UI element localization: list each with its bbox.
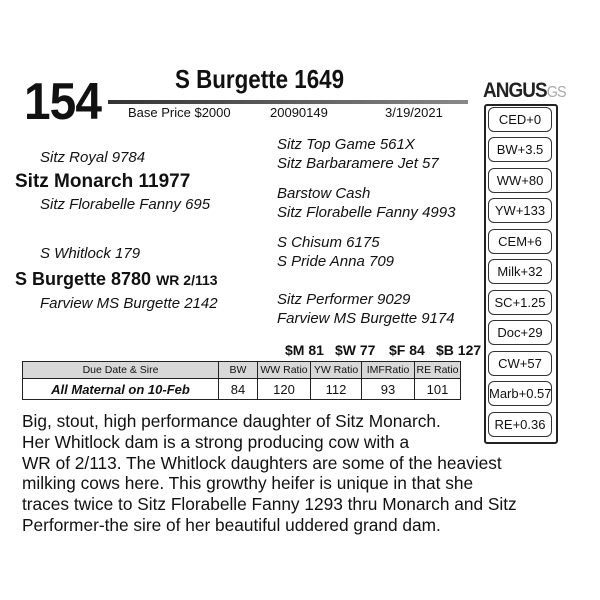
index-weaning: $W 77	[335, 342, 376, 358]
ped-g6: S Pride Anna 709	[277, 253, 395, 270]
description-line: traces twice to Sitz Florabelle Fanny 1293 thru Monarch and Sitz	[22, 494, 517, 515]
cell-imf-ratio: 93	[362, 379, 415, 400]
epd-doc: Doc+29	[488, 320, 552, 345]
ped-g7: Sitz Performer 9029	[277, 291, 411, 308]
epd-cem: CEM+6	[488, 229, 552, 254]
index-feedlot: $F 84	[389, 342, 425, 358]
logo-suffix: GS	[546, 84, 566, 101]
registration-number: 20090149	[270, 105, 328, 120]
dam	[15, 270, 218, 288]
epd-milk: Milk+32	[488, 259, 552, 284]
ped-g5: S Chisum 6175	[277, 234, 380, 251]
base-price: Base Price $2000	[128, 105, 231, 120]
epd-yw: YW+133	[488, 198, 552, 223]
performance-table	[22, 361, 461, 400]
description	[22, 411, 582, 536]
lot-number: 154	[24, 73, 102, 131]
col-imf-ratio: IMFRatio	[362, 362, 415, 379]
ped-g4: Sitz Florabelle Fanny 4993	[277, 204, 456, 221]
epd-cw: CW+57	[488, 351, 552, 376]
table-row	[23, 379, 461, 400]
dam-dam: Farview MS Burgette 2142	[40, 295, 218, 312]
dam-name: S Burgette 8780	[15, 269, 152, 289]
header-rule	[108, 100, 468, 104]
animal-name: S Burgette 1649	[175, 64, 345, 94]
epd-re: RE+0.36	[488, 412, 552, 437]
description-line: WR of 2/113. The Whitlock daughters are some of the heaviest	[22, 452, 502, 473]
sire-sire: Sitz Royal 9784	[40, 149, 146, 166]
epd-marb: Marb+0.57	[488, 381, 552, 406]
col-yw-ratio: YW Ratio	[311, 362, 362, 379]
cell-re-ratio: 101	[415, 379, 461, 400]
cell-yw-ratio: 112	[311, 379, 362, 400]
epd-ww: WW+80	[488, 168, 552, 193]
sire-dam: Sitz Florabelle Fanny 695	[40, 196, 211, 213]
description-line: Big, stout, high performance daughter of Sitz Monarch.	[22, 411, 441, 431]
ped-g3: Barstow Cash	[277, 185, 371, 202]
col-ww-ratio: WW Ratio	[258, 362, 311, 379]
col-bw: BW	[219, 362, 258, 379]
epd-sc: SC+1.25	[488, 290, 552, 315]
angus-gs-logo	[483, 79, 566, 103]
ped-g1: Sitz Top Game 561X	[277, 136, 415, 153]
cell-due-date-sire: All Maternal on 10-Feb	[23, 379, 219, 400]
table-header-row	[23, 362, 461, 379]
logo-main: ANGUS	[483, 79, 547, 102]
description-line: milking cows here. This growthy heifer is unique in that she	[22, 473, 474, 494]
ped-g8: Farview MS Burgette 9174	[277, 310, 455, 327]
index-beef: $B 127	[436, 342, 482, 358]
cell-bw: 84	[219, 379, 258, 400]
dam-wr: WR 2/113	[156, 272, 218, 288]
epd-ced: CED+0	[488, 107, 552, 132]
epd-bw: BW+3.5	[488, 137, 552, 162]
col-re-ratio: RE Ratio	[415, 362, 461, 379]
sire: Sitz Monarch 11977	[15, 171, 191, 192]
description-line: Her Whitlock dam is a strong producing cow with a	[22, 431, 410, 452]
dam-sire: S Whitlock 179	[40, 245, 141, 262]
birth-date: 3/19/2021	[385, 105, 443, 120]
col-due-date-sire: Due Date & Sire	[23, 362, 219, 379]
cell-ww-ratio: 120	[258, 379, 311, 400]
ped-g2: Sitz Barbaramere Jet 57	[277, 155, 439, 172]
description-line: Performer-the sire of her beautiful uddered grand dam.	[22, 514, 441, 535]
index-maternal: $M 81	[285, 342, 324, 358]
